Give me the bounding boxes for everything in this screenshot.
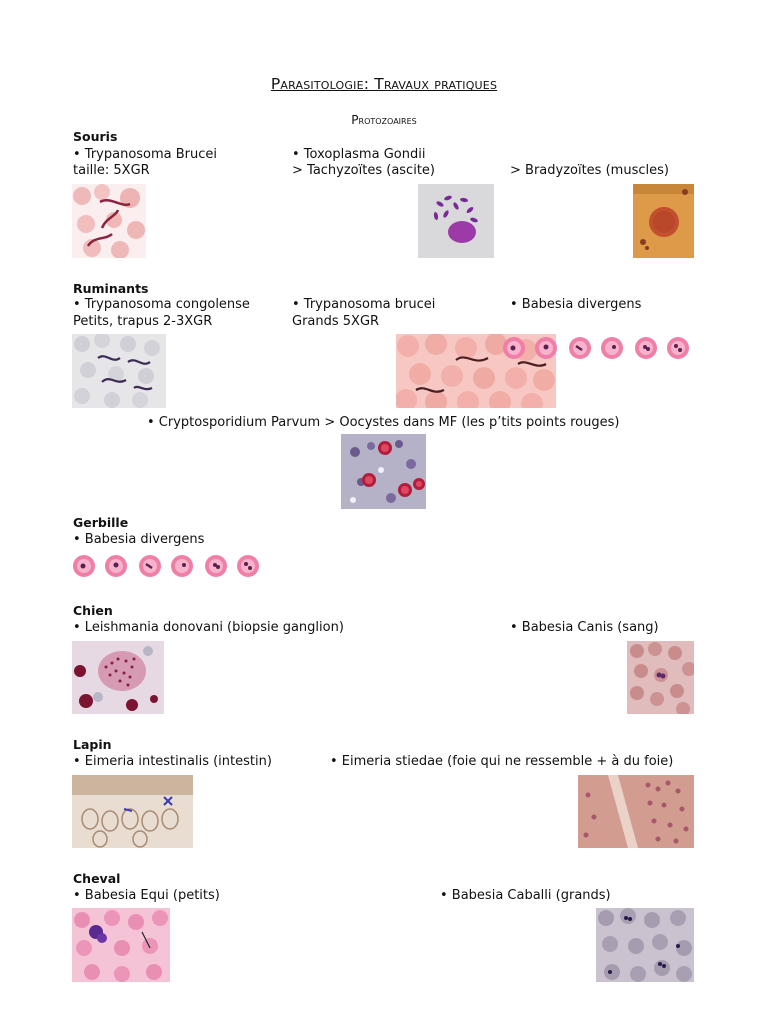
label-eimeria-intestinalis: • Eimeria intestinalis (intestin) bbox=[73, 754, 272, 769]
label-babesia-equi: • Babesia Equi (petits) bbox=[73, 888, 220, 903]
image-babesia-divergens-ruminants bbox=[502, 336, 692, 360]
section-heading-cheval: Cheval bbox=[73, 871, 121, 886]
image-cryptosporidium-oocysts bbox=[341, 434, 426, 509]
label-trypanosoma-brucei: • Trypanosoma Brucei bbox=[73, 147, 218, 162]
section-heading-souris: Souris bbox=[73, 129, 118, 144]
image-babesia-caballi bbox=[596, 908, 694, 982]
label-eimeria-stiedae: • Eimeria stiedae (foie qui ne ressemble + à du foie) bbox=[330, 754, 674, 769]
image-babesia-equi bbox=[72, 908, 170, 982]
section-heading-gerbille: Gerbille bbox=[73, 515, 129, 530]
label-bradyzoites: > Bradyzoïtes (muscles) bbox=[510, 163, 669, 178]
label-cryptosporidium-parvum: • Cryptosporidium Parvum > Oocystes dans MF (les p’tits points rouges) bbox=[147, 415, 620, 430]
label-trypanosoma-congolense: • Trypanosoma congolense bbox=[73, 297, 250, 312]
image-babesia-canis bbox=[627, 641, 694, 714]
section-heading-ruminants: Ruminants bbox=[73, 281, 149, 296]
label-babesia-divergens-gerbille: • Babesia divergens bbox=[73, 532, 205, 547]
image-eimeria-intestinalis bbox=[72, 775, 193, 848]
note-trypanosoma-size: taille: 5XGR bbox=[73, 163, 150, 178]
label-toxoplasma-gondii: • Toxoplasma Gondii bbox=[292, 147, 426, 162]
note-congolense-size: Petits, trapus 2-3XGR bbox=[73, 314, 213, 329]
image-babesia-divergens-gerbille bbox=[72, 554, 262, 578]
page-subtitle: Protozoaires bbox=[351, 113, 417, 127]
section-heading-chien: Chien bbox=[73, 603, 113, 618]
label-leishmania-donovani: • Leishmania donovani (biopsie ganglion) bbox=[73, 620, 344, 635]
label-babesia-divergens-ruminants: • Babesia divergens bbox=[510, 297, 642, 312]
image-eimeria-stiedae bbox=[578, 775, 694, 848]
label-tachyzoites: > Tachyzoïtes (ascite) bbox=[292, 163, 435, 178]
label-trypanosoma-brucei-ruminants: • Trypanosoma brucei bbox=[292, 297, 436, 312]
image-bradyzoites-muscle bbox=[633, 184, 694, 258]
image-trypanosoma-congolense bbox=[72, 334, 166, 408]
label-babesia-caballi: • Babesia Caballi (grands) bbox=[440, 888, 611, 903]
note-brucei-size: Grands 5XGR bbox=[292, 314, 380, 329]
section-heading-lapin: Lapin bbox=[73, 737, 112, 752]
label-babesia-canis: • Babesia Canis (sang) bbox=[510, 620, 659, 635]
image-toxoplasma-tachyzoites bbox=[418, 184, 494, 258]
image-leishmania-donovani bbox=[72, 641, 164, 714]
image-trypanosoma-brucei-mouse bbox=[72, 184, 146, 258]
page-title: Parasitologie: Travaux pratiques bbox=[270, 75, 498, 93]
